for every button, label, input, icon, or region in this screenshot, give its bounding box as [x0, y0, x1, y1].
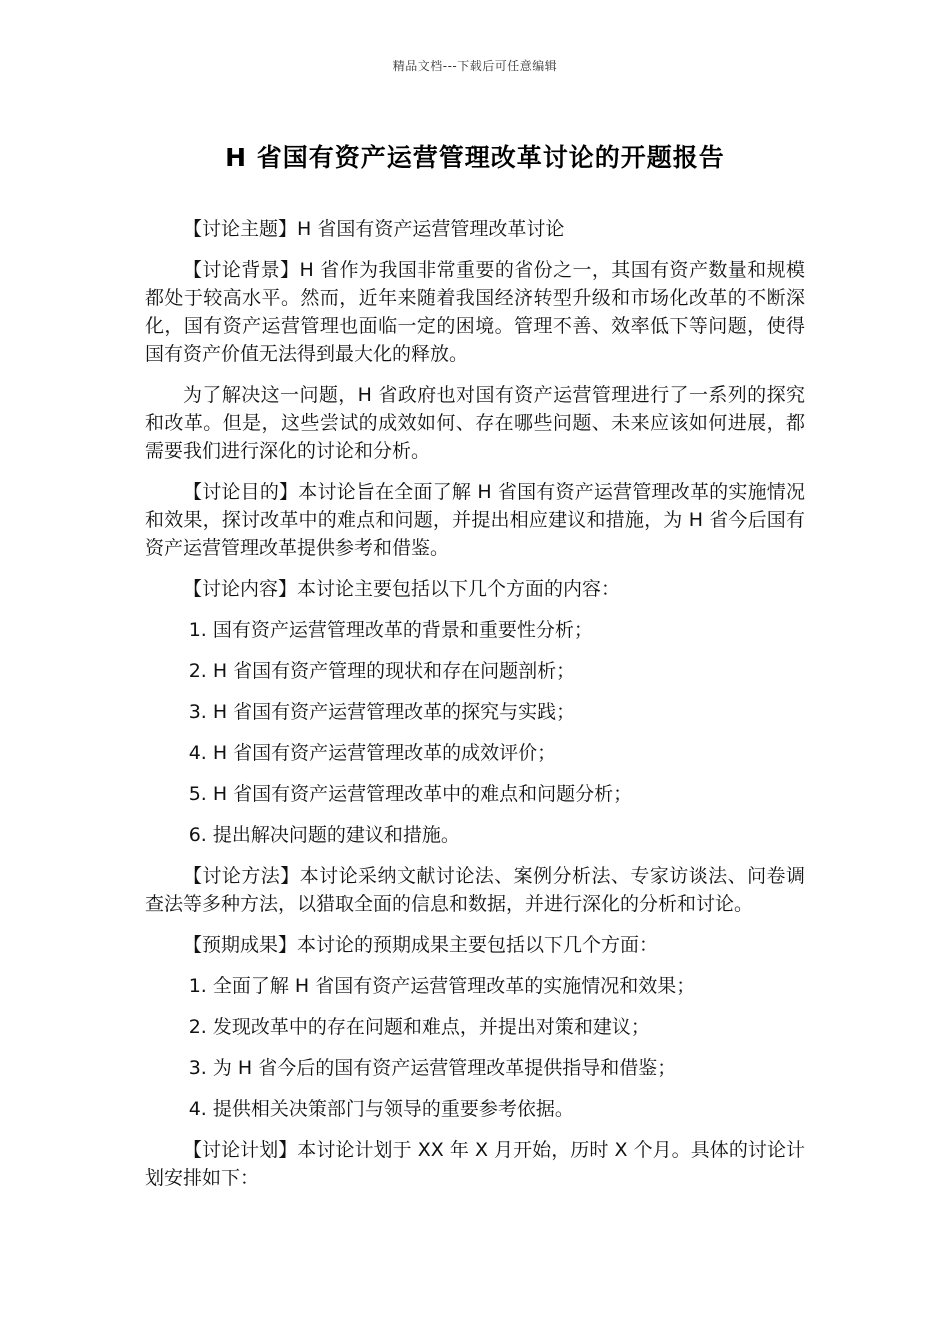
outcome-list-item: 2. 发现改革中的存在问题和难点，并提出对策和建议；: [188, 1016, 650, 1038]
content-intro-paragraph: 【讨论内容】本讨论主要包括以下几个方面的内容：: [183, 578, 621, 600]
content-list-item: 1. 国有资产运营管理改革的背景和重要性分析；: [188, 619, 593, 641]
plan-paragraph: 【讨论计划】本讨论计划于 XX 年 X 月开始，历时 X 个月。具体的讨论计划安排如下：: [145, 1139, 805, 1189]
header-note: 精品文档---下载后可任意编辑: [392, 59, 558, 73]
content-list-item: 5. H 省国有资产运营管理改革中的难点和问题分析；: [188, 783, 633, 805]
purpose-paragraph: 【讨论目的】本讨论旨在全面了解 H 省国有资产运营管理改革的实施情况和效果，探讨改革中的难点和问题，并提出相应建议和措施，为 H 省今后国有资产运营管理改革提供参考和借鉴。: [145, 481, 805, 559]
content-list-item: 4. H 省国有资产运营管理改革的成效评价；: [188, 742, 557, 764]
content-list-item: 6. 提出解决问题的建议和措施。: [188, 824, 460, 846]
outcome-list-item: 4. 提供相关决策部门与领导的重要参考依据。: [188, 1098, 574, 1120]
outcome-list-item: 1. 全面了解 H 省国有资产运营管理改革的实施情况和效果；: [188, 975, 696, 997]
document-body: [145, 215, 805, 1205]
document-title: H 省国有资产运营管理改革讨论的开题报告: [225, 143, 725, 172]
outcome-intro-paragraph: 【预期成果】本讨论的预期成果主要包括以下几个方面：: [183, 934, 659, 956]
background-paragraph-2: 为了解决这一问题，H 省政府也对国有资产运营管理进行了一系列的探究和改革。但是，这些尝试的成效如何、存在哪些问题、未来应该如何进展，都需要我们进行深化的讨论和分析。: [145, 384, 805, 462]
content-list-item: 3. H 省国有资产运营管理改革的探究与实践；: [188, 701, 576, 723]
content-list-item: 2. H 省国有资产管理的现状和存在问题剖析；: [188, 660, 576, 682]
topic-paragraph: 【讨论主题】H 省国有资产运营管理改革讨论: [183, 218, 565, 240]
outcome-list-item: 3. 为 H 省今后的国有资产运营管理改革提供指导和借鉴；: [188, 1057, 677, 1079]
method-paragraph: 【讨论方法】本讨论采纳文献讨论法、案例分析法、专家访谈法、问卷调查法等多种方法，以猎取全面的信息和数据，并进行深化的分析和讨论。: [145, 865, 805, 915]
background-paragraph: 【讨论背景】H 省作为我国非常重要的省份之一，其国有资产数量和规模都处于较高水平。然而，近年来随着我国经济转型升级和市场化改革的不断深化，国有资产运营管理也面临一定的困境。管理不善、效率低下等问题，使得国有资产价值无法得到最大化的释放。: [145, 259, 805, 365]
